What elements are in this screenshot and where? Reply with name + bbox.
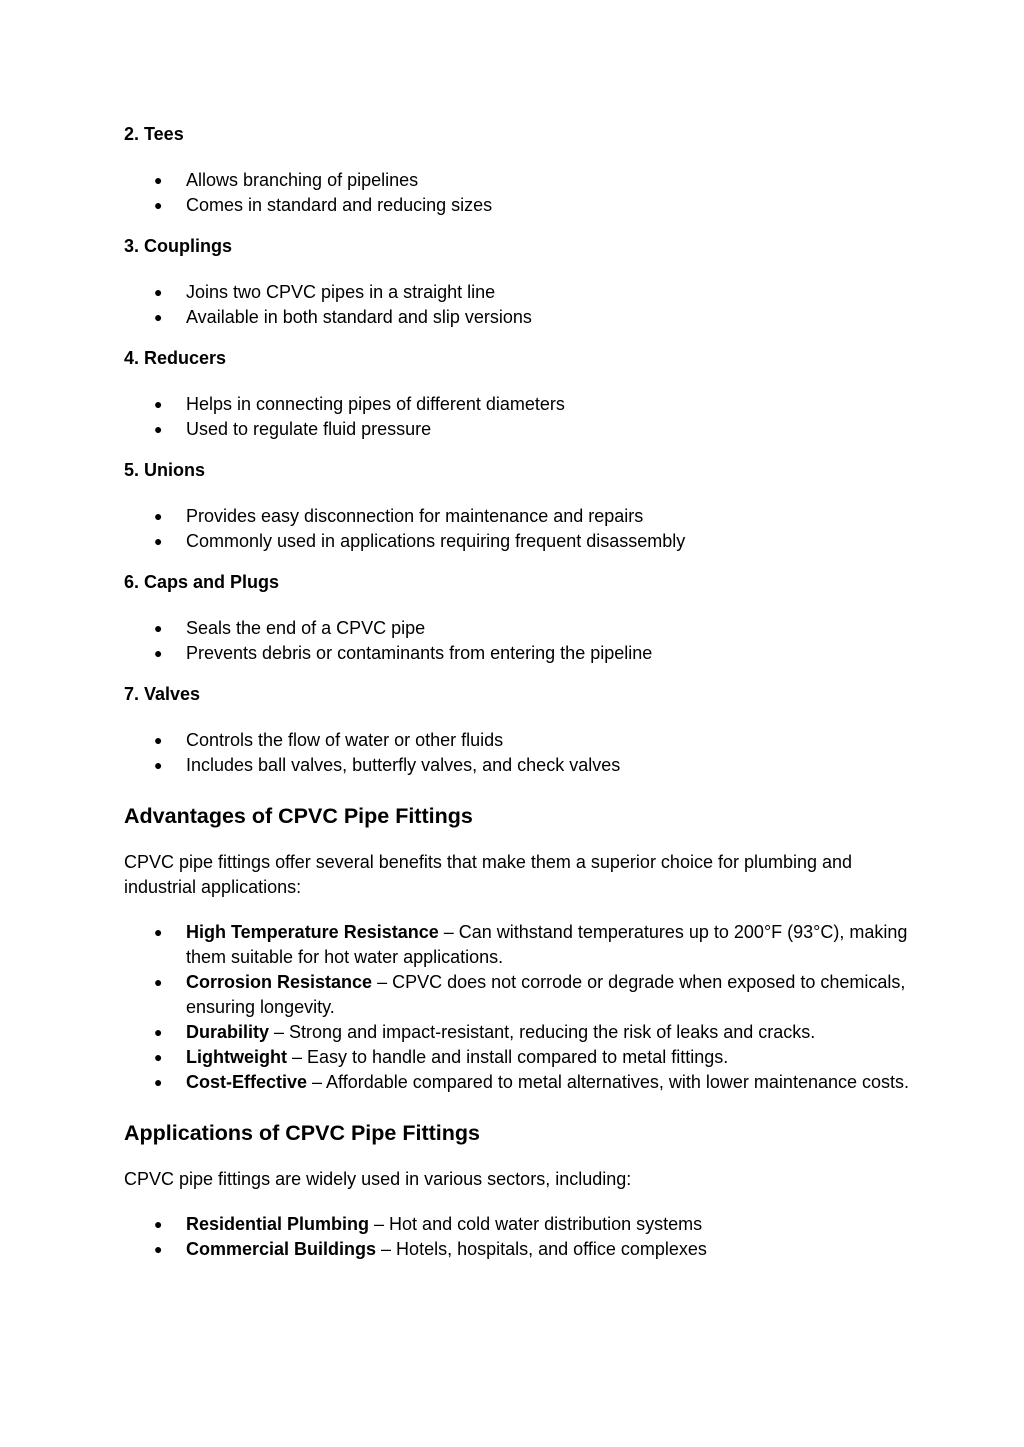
list-item: ● Prevents debris or contaminants from entering the pipeline bbox=[124, 641, 914, 666]
section-heading-reducers: 4. Reducers bbox=[124, 348, 227, 368]
list-item: ● Comes in standard and reducing sizes bbox=[124, 193, 914, 218]
advantages-list bbox=[124, 920, 914, 1095]
list-item bbox=[124, 1212, 914, 1237]
item-desc: – Easy to handle and install compared to metal fittings. bbox=[286, 1047, 729, 1067]
list-item: ● Commonly used in applications requiring frequent disassembly bbox=[124, 529, 914, 554]
list-item bbox=[124, 1045, 914, 1070]
section-heading-couplings: 3. Couplings bbox=[124, 236, 232, 256]
applications-list bbox=[124, 1212, 914, 1262]
unions-list bbox=[124, 504, 914, 554]
list-item: ● Seals the end of a CPVC pipe bbox=[124, 616, 914, 641]
list-item bbox=[124, 1070, 914, 1095]
section-heading-unions: 5. Unions bbox=[124, 460, 206, 480]
list-item bbox=[124, 1237, 914, 1262]
list-item bbox=[124, 920, 914, 970]
list-item: ● Used to regulate fluid pressure bbox=[124, 417, 914, 442]
applications-heading: Applications of CPVC Pipe Fittings bbox=[124, 1121, 480, 1145]
item-desc: – Can withstand temperatures up to 200°F (93°C), making them suitable for hot water applications. bbox=[186, 922, 908, 967]
item-term: Corrosion Resistance bbox=[186, 972, 373, 992]
applications-intro: CPVC pipe fittings are widely used in various sectors, including: bbox=[124, 1169, 632, 1189]
list-item: ● Available in both standard and slip versions bbox=[124, 305, 914, 330]
caps-plugs-list bbox=[124, 616, 914, 666]
list-item: ● Allows branching of pipelines bbox=[124, 168, 914, 193]
section-heading-valves: 7. Valves bbox=[124, 684, 201, 704]
list-item: ● Helps in connecting pipes of different diameters bbox=[124, 392, 914, 417]
item-desc: – Affordable compared to metal alternatives, with lower maintenance costs. bbox=[307, 1072, 910, 1092]
item-desc: – Hotels, hospitals, and office complexes bbox=[376, 1239, 707, 1259]
item-term: Cost-Effective bbox=[186, 1072, 308, 1092]
section-heading-tees: 2. Tees bbox=[124, 124, 184, 144]
couplings-list bbox=[124, 280, 914, 330]
list-item: ● Includes ball valves, butterfly valves, and check valves bbox=[124, 753, 914, 778]
list-item bbox=[124, 1020, 914, 1045]
advantages-heading: Advantages of CPVC Pipe Fittings bbox=[124, 804, 473, 828]
list-item bbox=[124, 970, 914, 1020]
item-term: Commercial Buildings bbox=[186, 1239, 377, 1259]
item-term: Residential Plumbing bbox=[186, 1214, 370, 1234]
reducers-list bbox=[124, 392, 914, 442]
tees-list bbox=[124, 168, 914, 218]
item-term: High Temperature Resistance bbox=[186, 922, 439, 942]
advantages-intro: CPVC pipe fittings offer several benefits that make them a superior choice for plumbing and industrial applications: bbox=[124, 852, 853, 897]
list-item: ● Provides easy disconnection for maintenance and repairs bbox=[124, 504, 914, 529]
item-desc: – CPVC does not corrode or degrade when exposed to chemicals, ensuring longevity. bbox=[186, 972, 906, 1017]
item-term: Durability bbox=[186, 1022, 270, 1042]
item-desc: – Hot and cold water distribution systems bbox=[369, 1214, 703, 1234]
list-item: ● Controls the flow of water or other fluids bbox=[124, 728, 914, 753]
section-heading-caps-and-plugs: 6. Caps and Plugs bbox=[124, 572, 280, 592]
item-term: Lightweight bbox=[186, 1047, 287, 1067]
valves-list bbox=[124, 728, 914, 778]
page-content bbox=[124, 122, 914, 1262]
list-item: ● Joins two CPVC pipes in a straight line bbox=[124, 280, 914, 305]
item-desc: – Strong and impact-resistant, reducing the risk of leaks and cracks. bbox=[269, 1022, 816, 1042]
